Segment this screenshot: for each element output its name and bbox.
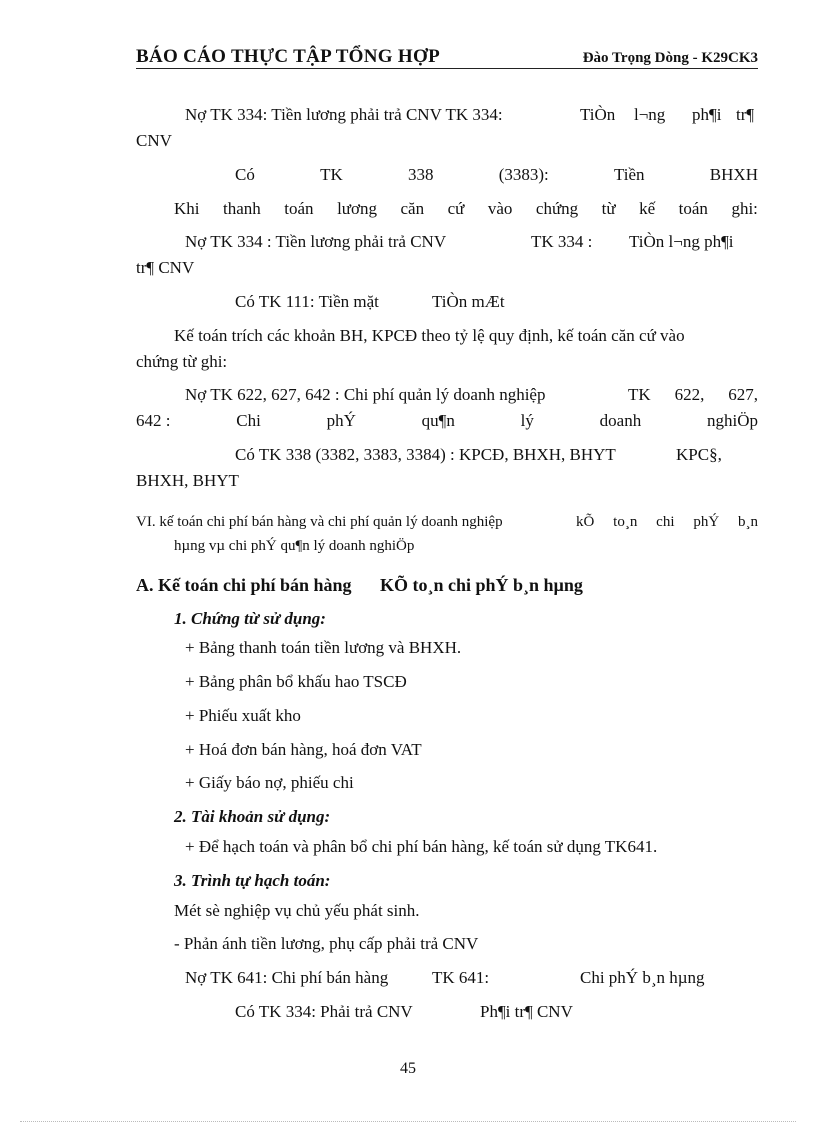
continuation-line: chứng từ ghi: xyxy=(136,352,228,371)
author-line: Đào Trọng Dòng - K29CK3 xyxy=(582,50,758,66)
entry-credit-111: Có TK 111: Tiền mặt xyxy=(235,292,379,311)
text-span: chi xyxy=(656,514,675,530)
section-a-heading: A. Kế toán chi phí bán hàng xyxy=(136,575,352,595)
text-span: BHXH xyxy=(709,165,758,184)
text-span: Chi xyxy=(236,411,261,430)
continuation-line: BHXH, BHYT xyxy=(136,471,239,490)
entry-credit-334: Có TK 334: Phải trả CNV xyxy=(235,1002,413,1021)
text-span: Có xyxy=(235,165,255,184)
text-span: phÝ xyxy=(693,514,720,530)
text-span: toán xyxy=(678,199,708,218)
garbled-continuation xyxy=(136,411,758,431)
text-span: Nợ TK 334: Tiền lương phải trả CNV TK 334: xyxy=(185,105,503,124)
garbled-word: tr¶ xyxy=(736,105,755,124)
text-span: kế xyxy=(639,199,656,218)
page-number: 45 xyxy=(400,1060,416,1077)
text-span: 338 xyxy=(407,165,434,184)
text-span: to¸n xyxy=(613,514,638,530)
garbled-phrase: Ph¶i tr¶ CNV xyxy=(480,1002,573,1021)
section-vi-garbled xyxy=(576,512,758,532)
text-span: từ xyxy=(601,199,616,218)
subsection-2-heading: 2. Tài khoản sử dụng: xyxy=(174,807,331,826)
list-item: + Bảng phân bổ khấu hao TSCĐ xyxy=(185,672,407,691)
garbled-word: KPC§, xyxy=(676,445,722,464)
entry-debit-334-pay: Nợ TK 334 : Tiền lương phải trả CNV xyxy=(185,232,447,251)
list-item: + Để hạch toán và phân bổ chi phí bán hàng, kế toán sử dụng TK641. xyxy=(185,837,658,856)
text-span: kÕ xyxy=(576,514,595,530)
payment-paragraph xyxy=(174,199,758,219)
garbled-phrase: Chi phÝ b¸n hµng xyxy=(580,968,705,987)
page-bottom-divider xyxy=(20,1121,796,1122)
text-span: TiÒn l¬ng ph¶i xyxy=(629,232,734,251)
text-span: qu¶n xyxy=(421,411,455,430)
garbled-word: TiÒn xyxy=(580,105,616,124)
account-ref: TK 334 : xyxy=(531,232,593,251)
list-item: + Hoá đơn bán hàng, hoá đơn VAT xyxy=(185,740,422,759)
list-item: + Bảng thanh toán tiền lương và BHXH. xyxy=(185,638,462,657)
entry-debit-622: Nợ TK 622, 627, 642 : Chi phí quản lý doanh nghiệp xyxy=(185,385,546,404)
page-header xyxy=(136,44,758,70)
text-span: vào xyxy=(487,199,513,218)
text-span: 627, xyxy=(728,385,758,404)
text-span: phÝ xyxy=(326,411,356,430)
paragraph-line: - Phản ánh tiền lương, phụ cấp phải trả CNV xyxy=(174,934,479,953)
garbled-phrase: TiÒn mÆt xyxy=(432,292,505,311)
continuation-line: CNV xyxy=(136,131,172,150)
subsection-3-heading: 3. Trình tự hạch toán: xyxy=(174,871,331,890)
text-span: (3383): xyxy=(498,165,549,184)
text-span: lương xyxy=(337,199,377,218)
text-span: cứ xyxy=(447,199,465,218)
garbled-phrase xyxy=(629,232,758,252)
continuation-line: tr¶ CNV xyxy=(136,258,195,277)
section-vi-continuation: hµng vµ chi phÝ qu¶n lý doanh nghiÖp xyxy=(174,538,415,554)
garbled-word: l¬ng xyxy=(634,105,666,124)
subsection-1-heading: 1. Chứng từ sử dụng: xyxy=(174,609,326,628)
account-ref-group xyxy=(628,385,758,405)
text-span: b¸n xyxy=(738,514,758,530)
text-span: 622, xyxy=(674,385,705,404)
text-span: thanh xyxy=(223,199,261,218)
text-span: lý xyxy=(520,411,534,430)
list-item: + Phiếu xuất kho xyxy=(185,706,301,725)
text-span: doanh xyxy=(599,411,642,430)
header-rule xyxy=(136,68,758,69)
text-span: Tiền xyxy=(614,165,645,184)
text-span: 642 : xyxy=(136,411,171,430)
account-ref: TK 641: xyxy=(432,968,490,987)
text-span: TK xyxy=(320,165,343,184)
section-a-garbled: KÕ to¸n chi phÝ b¸n hµng xyxy=(380,575,583,595)
entry-credit-338-multi: Có TK 338 (3382, 3383, 3384) : KPCĐ, BHXH, BHYT xyxy=(235,445,616,464)
text-span: Khi xyxy=(174,199,200,218)
text-span: TK xyxy=(628,385,651,404)
text-span: căn xyxy=(400,199,425,218)
text-span: chứng xyxy=(535,199,579,218)
garbled-word: ph¶i xyxy=(692,105,722,124)
insurance-paragraph: Kế toán trích các khoản BH, KPCĐ theo tỷ lệ quy định, kế toán căn cứ vào xyxy=(174,326,685,345)
entry-debit-641: Nợ TK 641: Chi phí bán hàng xyxy=(185,968,389,987)
text-span: ghi: xyxy=(731,199,758,218)
section-vi-heading: VI. kế toán chi phí bán hàng và chi phí quản lý doanh nghiệp xyxy=(136,514,503,530)
entry-credit-338-line xyxy=(235,165,758,185)
entry-debit-334-line xyxy=(185,105,503,125)
paragraph-line: Mét sè nghiệp vụ chủ yếu phát sinh. xyxy=(174,901,420,920)
report-title: BÁO CÁO THỰC TẬP TỔNG HỢP xyxy=(136,46,440,67)
list-item: + Giấy báo nợ, phiếu chi xyxy=(185,773,354,792)
text-span: nghiÖp xyxy=(707,411,758,430)
text-span: toán xyxy=(284,199,314,218)
